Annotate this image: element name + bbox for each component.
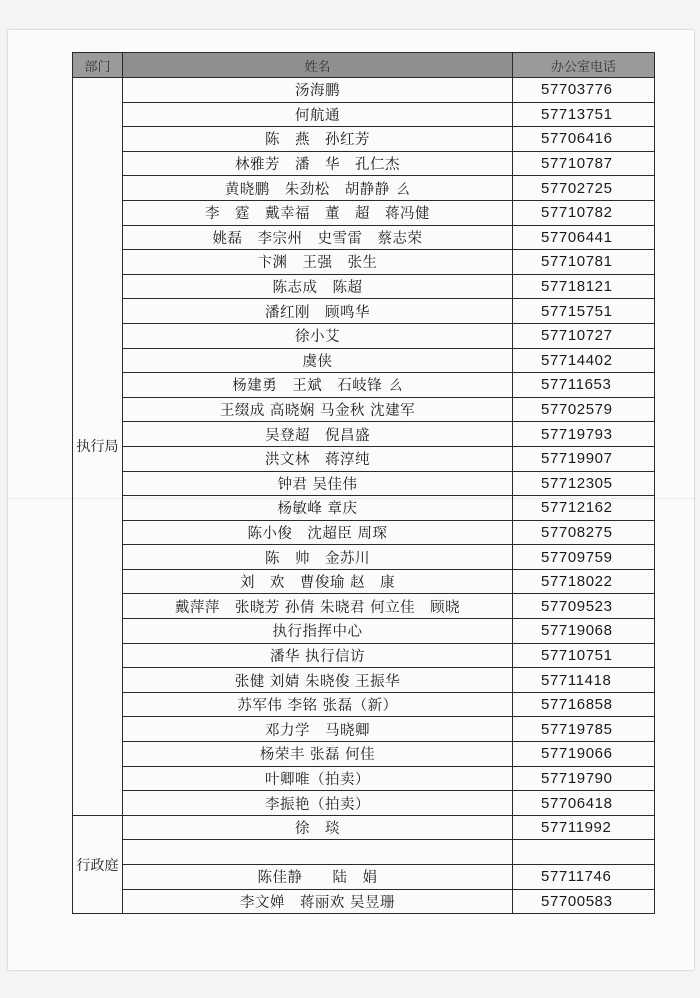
office-phone-cell: 57719066 xyxy=(513,742,655,767)
office-phone-cell: 57719907 xyxy=(513,446,655,471)
names-text: 钟君 吴佳伟 xyxy=(277,476,358,493)
office-phone-cell: 57710787 xyxy=(513,151,655,176)
table-row xyxy=(73,422,655,447)
office-phone-cell: 57700583 xyxy=(513,889,655,914)
names-cell xyxy=(123,323,513,348)
table-row xyxy=(73,791,655,816)
table-row xyxy=(73,151,655,176)
names-text: 李振艳（拍卖） xyxy=(265,796,370,813)
names-cell xyxy=(123,766,513,791)
table-row xyxy=(73,594,655,619)
table-row xyxy=(73,545,655,570)
names-cell xyxy=(123,78,513,103)
table-row xyxy=(73,78,655,103)
office-phone-cell: 57719790 xyxy=(513,766,655,791)
table-row xyxy=(73,373,655,398)
names-cell xyxy=(123,422,513,447)
names-cell xyxy=(123,225,513,250)
names-text: 叶卿唯（拍卖） xyxy=(265,771,370,788)
names-cell xyxy=(123,889,513,914)
names-cell xyxy=(123,348,513,373)
names-cell xyxy=(123,569,513,594)
department-cell: 执行局 xyxy=(73,78,123,816)
table-row xyxy=(73,619,655,644)
table-row xyxy=(73,200,655,225)
phone-directory-table xyxy=(72,52,655,914)
names-text: 戴萍萍 张晓芳 孙倩 朱晓君 何立佳 顾晓 xyxy=(174,599,461,616)
names-text: 潘华 执行信访 xyxy=(269,648,366,665)
table-row xyxy=(73,815,655,840)
office-phone-cell: 57711746 xyxy=(513,865,655,890)
table-row xyxy=(73,668,655,693)
table-row xyxy=(73,323,655,348)
names-cell xyxy=(123,545,513,570)
names-text: 徐小艾 xyxy=(295,329,340,346)
names-cell xyxy=(123,250,513,275)
header-phone: 办公室电话 xyxy=(513,53,655,78)
office-phone-cell: 57710751 xyxy=(513,643,655,668)
office-phone-cell: 57714402 xyxy=(513,348,655,373)
office-phone-cell: 57709523 xyxy=(513,594,655,619)
names-cell xyxy=(123,176,513,201)
names-cell xyxy=(123,274,513,299)
names-text: 陈小俊 沈超臣 周琛 xyxy=(247,525,388,542)
names-text: 杨建勇 王斌 石岐锋 xyxy=(232,378,383,395)
office-phone-cell: 57710781 xyxy=(513,250,655,275)
office-phone-cell: 57719068 xyxy=(513,619,655,644)
table-row xyxy=(73,569,655,594)
names-text: 黄晓鹏 朱劲松 胡静静 xyxy=(224,181,390,198)
table-row xyxy=(73,692,655,717)
names-cell xyxy=(123,151,513,176)
table-row xyxy=(73,102,655,127)
names-text: 刘 欢 曹俊瑜 赵 康 xyxy=(239,575,396,592)
names-cell xyxy=(123,865,513,890)
office-phone-cell: 57702725 xyxy=(513,176,655,201)
table-row xyxy=(73,742,655,767)
names-cell xyxy=(123,668,513,693)
table-row xyxy=(73,250,655,275)
table-row xyxy=(73,766,655,791)
names-text: 邓力学 马晓卿 xyxy=(265,722,370,739)
names-text: 李文婵 蒋丽欢 吴昱珊 xyxy=(239,894,396,911)
names-text: 陈志成 陈超 xyxy=(272,280,363,297)
names-cell xyxy=(123,840,513,865)
office-phone-cell: 57706416 xyxy=(513,127,655,152)
names-cell xyxy=(123,594,513,619)
table-row xyxy=(73,176,655,201)
names-cell xyxy=(123,471,513,496)
office-phone-cell: 57709759 xyxy=(513,545,655,570)
office-phone-cell: 57702579 xyxy=(513,397,655,422)
names-cell xyxy=(123,496,513,521)
table-row xyxy=(73,225,655,250)
names-text: 潘红刚 顾鸣华 xyxy=(265,304,370,321)
names-cell xyxy=(123,692,513,717)
table-header-row xyxy=(73,53,655,78)
names-text: 何航通 xyxy=(295,107,340,124)
names-cell xyxy=(123,200,513,225)
names-text: 陈佳静 陆 娟 xyxy=(257,870,378,887)
table-row xyxy=(73,471,655,496)
names-text: 王缀成 高晓娴 马金秋 沈建军 xyxy=(219,403,416,420)
names-cell xyxy=(123,299,513,324)
names-cell xyxy=(123,397,513,422)
names-cell xyxy=(123,619,513,644)
names-text: 洪文林 蒋淳纯 xyxy=(265,452,370,469)
names-cell xyxy=(123,742,513,767)
office-phone-cell: 57710727 xyxy=(513,323,655,348)
table-row xyxy=(73,840,655,865)
table-row xyxy=(73,865,655,890)
names-cell xyxy=(123,791,513,816)
names-text: 吴登超 倪昌盛 xyxy=(265,427,370,444)
names-cell xyxy=(123,717,513,742)
table-row xyxy=(73,496,655,521)
office-phone-cell xyxy=(513,840,655,865)
office-phone-cell: 57718022 xyxy=(513,569,655,594)
names-text: 苏军伟 李铭 张磊（新） xyxy=(237,698,398,715)
names-cell xyxy=(123,815,513,840)
office-phone-cell: 57713751 xyxy=(513,102,655,127)
table-row xyxy=(73,274,655,299)
names-text: 徐 琰 xyxy=(295,821,340,838)
names-text: 执行指挥中心 xyxy=(272,624,363,641)
names-text: 张健 刘婧 朱晓俊 王振华 xyxy=(234,673,401,690)
names-text: 陈 燕 孙红芳 xyxy=(265,132,370,149)
office-phone-cell: 57711418 xyxy=(513,668,655,693)
names-cell xyxy=(123,643,513,668)
names-cell xyxy=(123,127,513,152)
names-text: 虞侠 xyxy=(302,353,333,370)
names-text: 陈 帅 金苏川 xyxy=(265,550,370,567)
office-phone-cell: 57706441 xyxy=(513,225,655,250)
table-row xyxy=(73,643,655,668)
names-text: 姚磊 李宗州 史雪雷 蔡志荣 xyxy=(212,230,423,247)
office-phone-cell: 57715751 xyxy=(513,299,655,324)
table-row xyxy=(73,348,655,373)
names-text: 李 霆 戴幸福 董 超 蒋冯健 xyxy=(205,206,430,223)
table-body xyxy=(73,78,655,914)
table-row xyxy=(73,446,655,471)
names-cell xyxy=(123,446,513,471)
office-phone-cell: 57711653 xyxy=(513,373,655,398)
names-text: 杨荣丰 张磊 何佳 xyxy=(259,747,376,764)
names-cell xyxy=(123,102,513,127)
office-phone-cell: 57711992 xyxy=(513,815,655,840)
names-text: 汤海鹏 xyxy=(295,83,340,100)
office-phone-cell: 57708275 xyxy=(513,520,655,545)
office-phone-cell: 57706418 xyxy=(513,791,655,816)
table-row xyxy=(73,717,655,742)
office-phone-cell: 57718121 xyxy=(513,274,655,299)
office-phone-cell: 57716858 xyxy=(513,692,655,717)
office-phone-cell: 57703776 xyxy=(513,78,655,103)
table-row xyxy=(73,520,655,545)
office-phone-cell: 57712162 xyxy=(513,496,655,521)
table-row xyxy=(73,889,655,914)
names-text: 林雅芳 潘 华 孔仁杰 xyxy=(235,157,400,174)
handwritten-mark: 么 xyxy=(388,378,403,395)
names-cell xyxy=(123,373,513,398)
names-text: 卞渊 王强 张生 xyxy=(257,255,378,272)
table-row xyxy=(73,127,655,152)
office-phone-cell: 57719785 xyxy=(513,717,655,742)
handwritten-mark: 么 xyxy=(395,181,411,198)
names-text: 杨敏峰 章庆 xyxy=(277,501,358,518)
header-name: 姓名 xyxy=(123,53,513,78)
table-row xyxy=(73,299,655,324)
names-cell xyxy=(123,520,513,545)
department-cell: 行政庭 xyxy=(73,815,123,913)
table-row xyxy=(73,397,655,422)
office-phone-cell: 57719793 xyxy=(513,422,655,447)
header-dept: 部门 xyxy=(73,53,123,78)
office-phone-cell: 57710782 xyxy=(513,200,655,225)
office-phone-cell: 57712305 xyxy=(513,471,655,496)
